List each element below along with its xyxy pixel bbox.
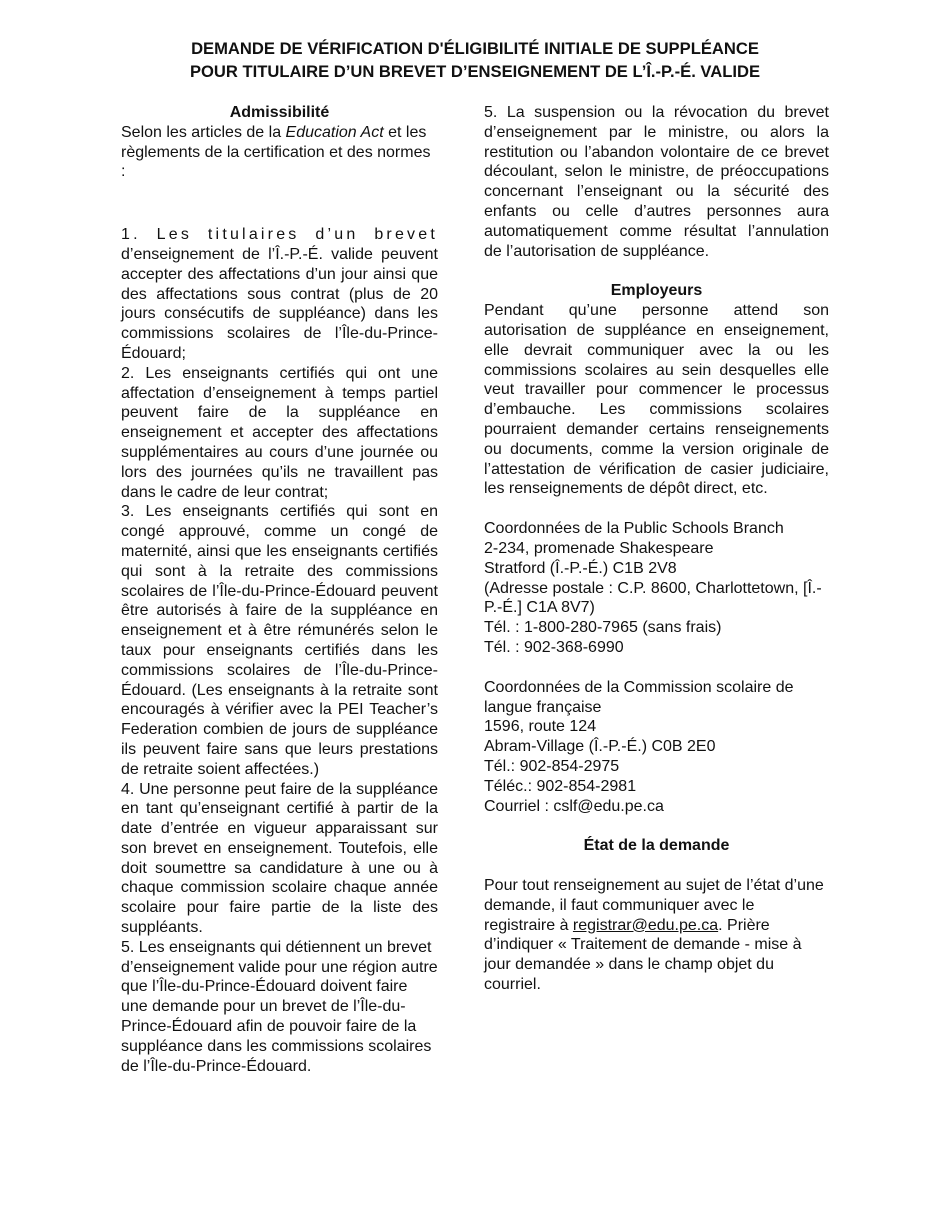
employers-paragraph: Pendant qu’une personne attend son autorisation de suppléance en enseignement, elle devrait communiquer avec la ou les commissions scolaires au sein desquelles elle veut travailler pour commencer le processus d’embauche. Les commissions scolaires pourraient demander certains renseignements ou documents, comme la version originale de l’attestation de vérification de casier judiciaire, les renseignements de dépôt direct, etc. <box>484 302 829 498</box>
psb-contact-block <box>484 519 829 658</box>
psb-line: (Adresse postale : C.P. 8600, Charlottetown, [Î.-P.-É.] C1A 8V7) <box>484 579 822 617</box>
cslf-line: Tél.: 902-854-2975 <box>484 757 620 775</box>
intro-paragraph <box>121 123 438 182</box>
cslf-line: 1596, route 124 <box>484 718 597 736</box>
status-text-end: . Prière d’indiquer « Traitement de demande - mise à jour demandée » dans le champ objet du courriel. <box>484 916 802 994</box>
psb-line: Coordonnées de la Public Schools Branch <box>484 520 784 538</box>
suspension-paragraph: 5. La suspension ou la révocation du brevet d’enseignement par le ministre, ou alors la restitution ou l’abandon volontaire de ce brevet découlant, selon le ministre, de préoccupations concernant l’enseignant ou la sécurité des enfants ou celle d’autres personnes aura automatiquement comme résultat l’annulation de l’autorisation de suppléance. <box>484 104 829 260</box>
item-1-lead: 1. Les titulaires d’un brevet <box>121 226 438 244</box>
right-column <box>484 103 829 995</box>
intro-text-end: et les règlements de la certification et des normes : <box>121 123 431 181</box>
eligibility-item-3: 3. Les enseignants certifiés qui sont en congé approuvé, comme un congé de maternité, ainsi que les enseignants certifiés qui sont à la retraite des commissions scolaires de l’Île-du-Prince-Édouard peuvent être autorisés à faire de la suppléance en enseignement et à être rémunérés selon le taux pour enseignants certifiés dans les commissions scolaires de l’Île-du-Prince-Édouard. (Les enseignants à la retraite sont encouragés à vérifier avec la PEI Teacher’s Federation combien de jours de suppléance ils peuvent faire sans que leurs prestations de retraite soient affectées.) <box>121 503 438 778</box>
cslf-line: Téléc.: 902-854-2981 <box>484 777 637 795</box>
cslf-line: Coordonnées de la Commission scolaire de langue française <box>484 678 794 716</box>
status-text-start: Pour tout renseignement au sujet de l’état d’une demande, il faut communiquer avec le registraire à <box>484 877 824 934</box>
employers-heading: Employeurs <box>610 282 703 300</box>
status-heading: État de la demande <box>583 837 730 855</box>
item-1-rest: d’enseignement de l’Î.-P.-É. valide peuvent accepter des affectations d’un jour ainsi que des affectations sous contrat (plus de 20 jours consécutifs de suppléance) dans les commissions scolaires de l’Île-du-Prince-Édouard; <box>121 245 438 362</box>
eligibility-item-4: 4. Une personne peut faire de la suppléance en tant qu’enseignant certifié à partir de la date d’entrée en vigueur apparaissant sur son brevet en enseignement. Toutefois, elle doit soumettre sa candidature à une ou à chaque commission scolaire chaque année scolaire pour faire partie de la liste des suppléants. <box>121 780 438 937</box>
eligibility-item-2: 2. Les enseignants certifiés qui ont une affectation d’enseignement à temps partiel peuvent faire de la suppléance en enseignement et accepter des affectations supplémentaires au cours d’une journée ou lors des journées qu’ils ne travaillent pas dans le cadre de leur contrat; <box>121 364 438 501</box>
psb-line: 2-234, promenade Shakespeare <box>484 539 714 557</box>
eligibility-item-5: 5. Les enseignants qui détiennent un brevet d’enseignement valide pour une région autre que l’Île-du-Prince-Édouard doivent faire une demande pour un brevet de l’Île-du-Prince-Édouard afin de pouvoir faire de la suppléance dans les commissions scolaires de l’Île-du-Prince-Édouard. <box>121 938 438 1075</box>
cslf-line: Abram-Village (Î.-P.-É.) C0B 2E0 <box>484 738 716 756</box>
intro-text-start: Selon les articles de la <box>121 123 286 141</box>
cslf-contact-block <box>484 678 829 817</box>
act-title: Education Act <box>285 123 384 141</box>
psb-line: Tél. : 1-800-280-7965 (sans frais) <box>484 619 722 637</box>
page-title <box>60 37 890 83</box>
status-paragraph <box>484 876 829 995</box>
psb-line: Stratford (Î.-P.-É.) C1B 2V8 <box>484 559 677 577</box>
eligibility-heading: Admissibilité <box>229 104 330 121</box>
title-line-2: POUR TITULAIRE D’UN BREVET D’ENSEIGNEMENT DE L’Î.-P.-É. VALIDE <box>189 62 761 81</box>
left-column <box>121 103 438 1076</box>
title-line-1: DEMANDE DE VÉRIFICATION D'ÉLIGIBILITÉ INITIALE DE SUPPLÉANCE <box>191 39 759 58</box>
cslf-line: Courriel : cslf@edu.pe.ca <box>484 797 664 815</box>
psb-line: Tél. : 902-368-6990 <box>484 638 624 656</box>
registrar-email-link[interactable]: registrar@edu.pe.ca <box>572 916 719 934</box>
eligibility-item-1 <box>121 225 438 364</box>
